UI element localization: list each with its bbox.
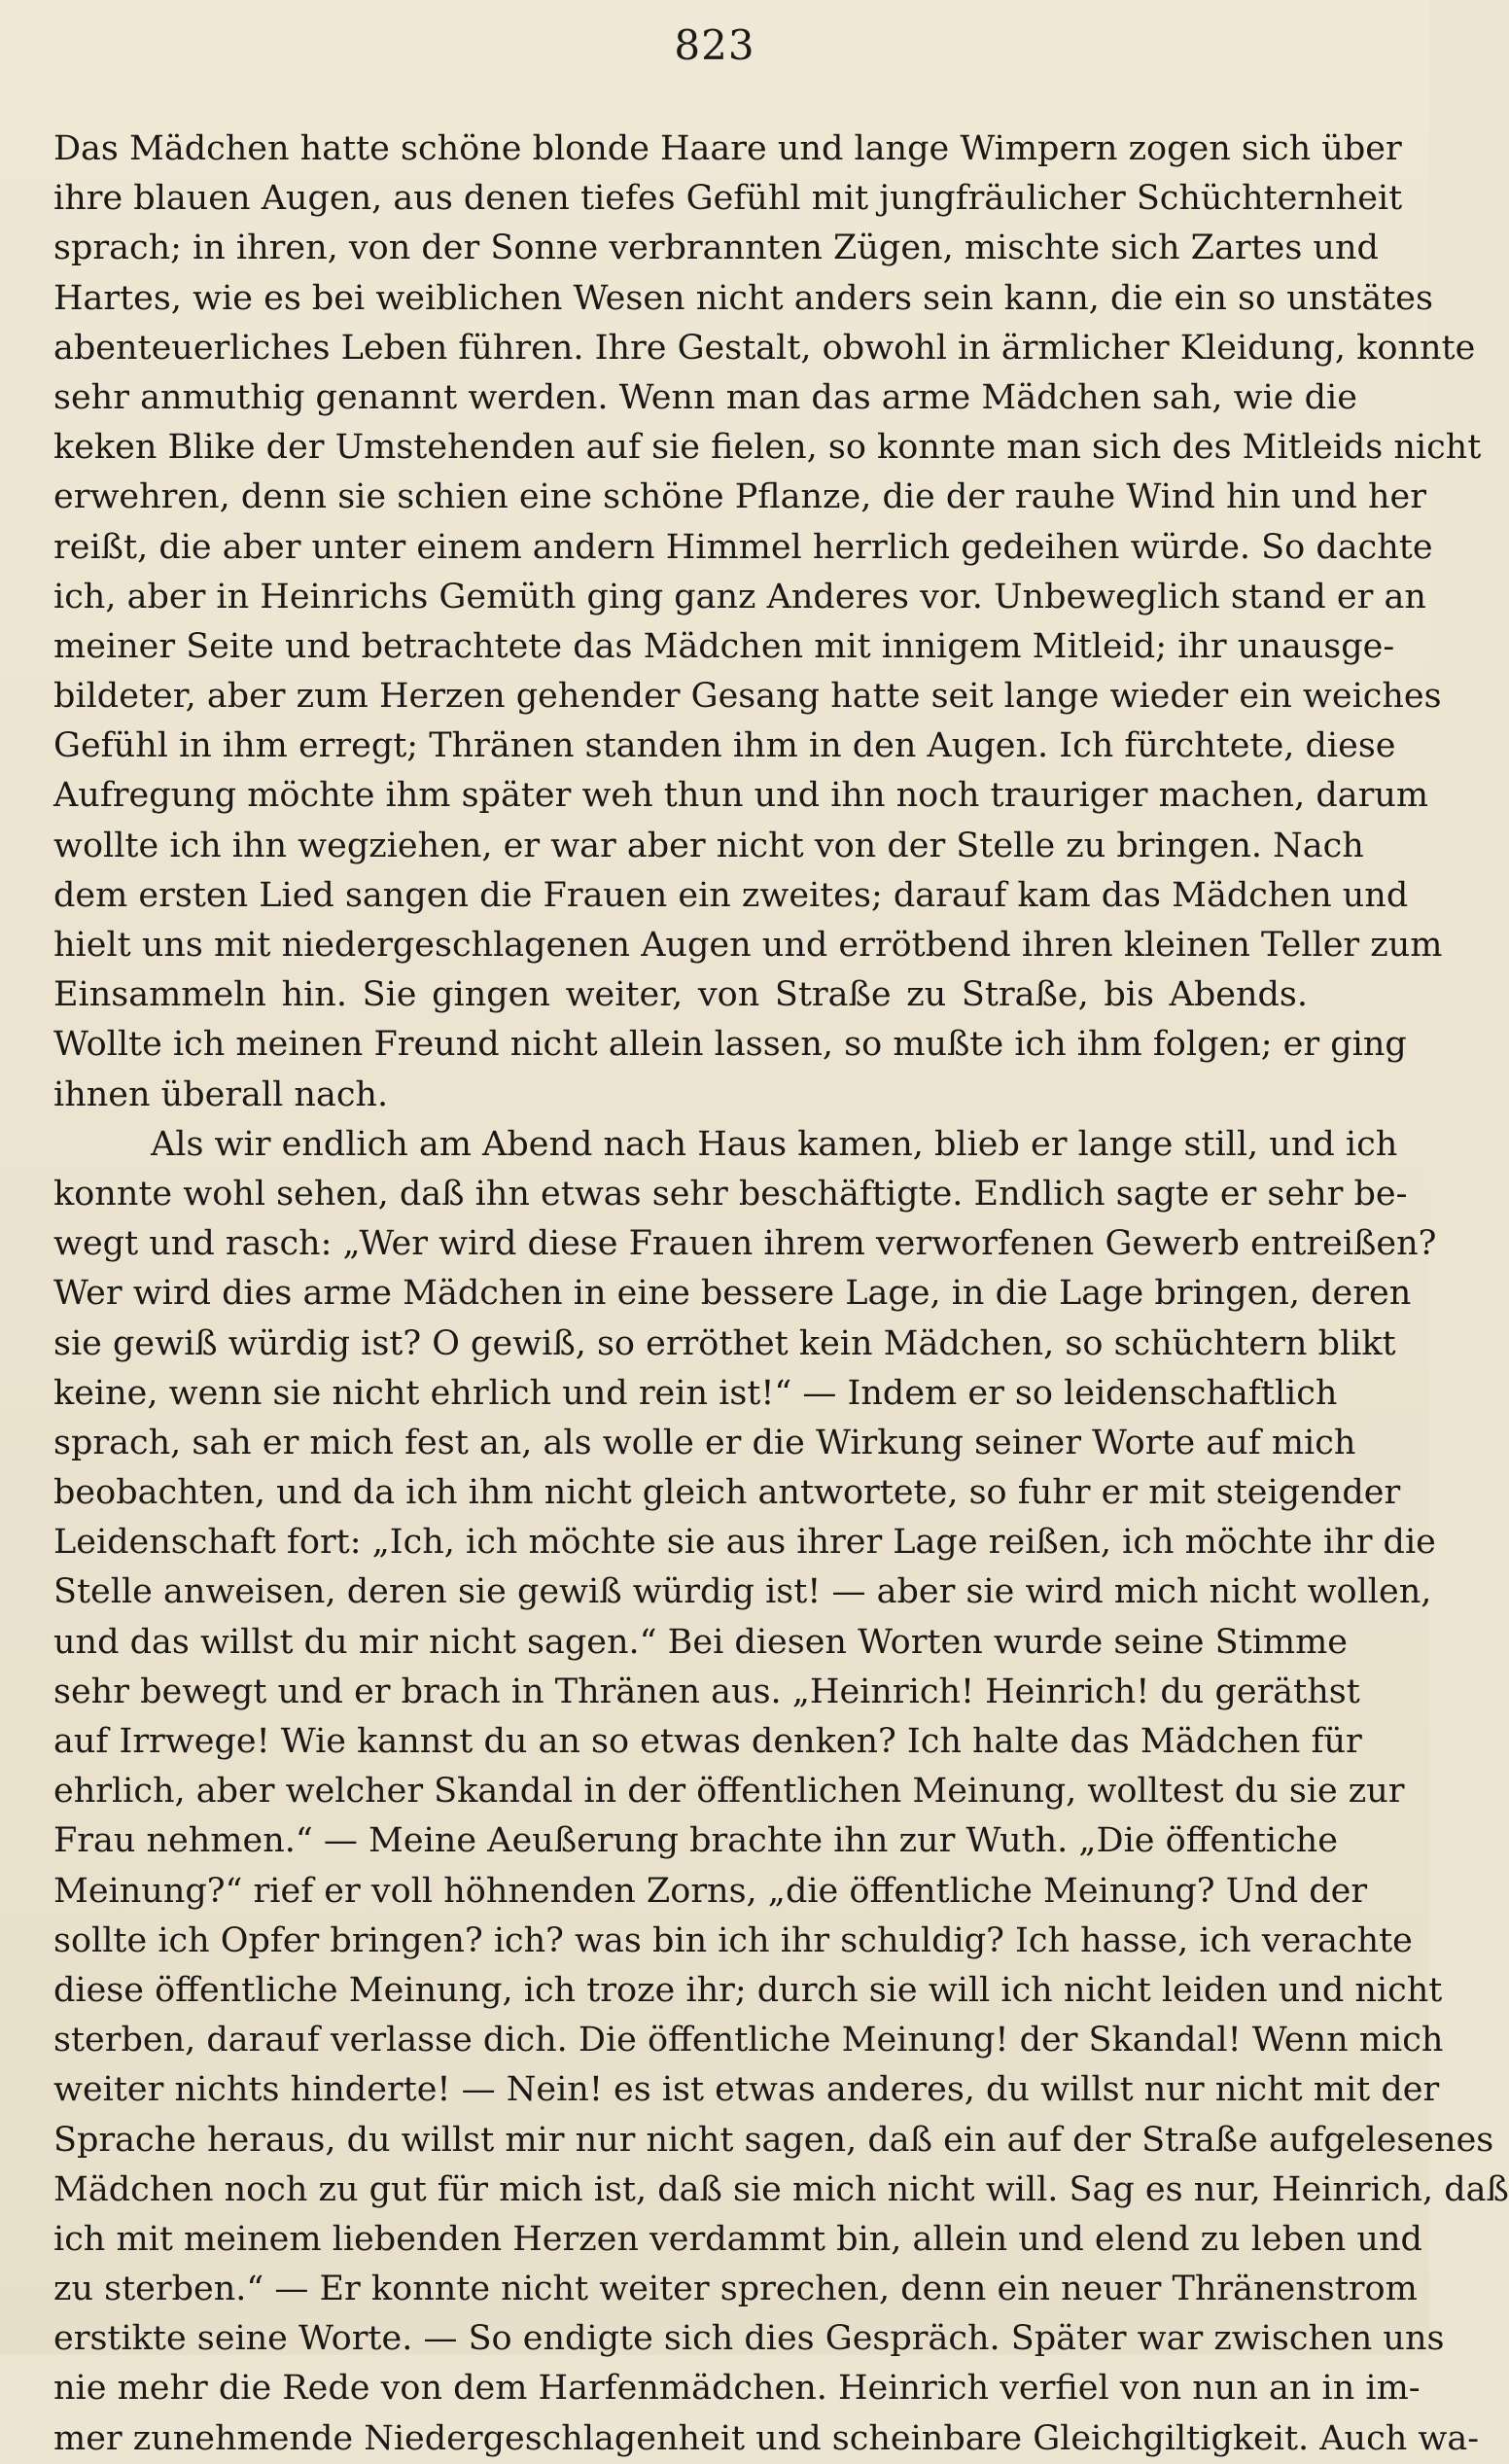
text-line: ich mit meinem liebenden Herzen verdammt bin, allein und elend zu leben und <box>53 2219 1422 2259</box>
text-line: ich, aber in Heinrichs Gemüth ging ganz Anderes vor. Unbeweglich stand er an <box>53 577 1426 616</box>
text-line: sollte ich Opfer bringen? ich? was bin ich ihr schuldig? Ich hasse, ich verachte <box>53 1920 1413 1960</box>
text-line: zu sterben.“ — Er konnte nicht weiter sprechen, denn ein neuer Thränenstrom <box>53 2270 1418 2309</box>
text-line: Wer wird dies arme Mädchen in eine bessere Lage, in die Lage bringen, deren <box>53 1274 1412 1314</box>
text-line: sehr anmuthig genannt werden. Wenn man das arme Mädchen sah, wie die <box>53 377 1357 417</box>
text-line: erwehren, denn sie schien eine schöne Pflanze, die der rauhe Wind hin und her <box>53 477 1426 517</box>
body-text <box>53 124 1509 2464</box>
text-line: beobachten, und da ich ihm nicht gleich antwortete, so fuhr er mit steigender <box>53 1473 1401 1513</box>
paragraph-start-line: Als wir endlich am Abend nach Haus kamen, blieb er lange still, und ich <box>151 1124 1398 1164</box>
text-line: Stelle anweisen, deren sie gewiß würdig ist! — aber sie wird mich nicht wollen, <box>53 1572 1432 1612</box>
text-line: weiter nichts hinderte! — Nein! es ist etwas anderes, du willst nur nicht mit der <box>53 2070 1440 2110</box>
text-line: ihre blauen Augen, aus denen tiefes Gefühl mit jungfräulicher Schüchternheit <box>53 179 1403 219</box>
text-line: Meinung?“ rief er voll höhnenden Zorns, „die öffentliche Meinung? Und der <box>53 1871 1368 1911</box>
text-line: sie gewiß würdig ist? O gewiß, so erröthet kein Mädchen, so schüchtern blikt <box>53 1323 1396 1363</box>
text-line: Einsammeln hin. Sie gingen weiter, von Straße zu Straße, bis Abends. <box>53 975 1308 1015</box>
text-line: keken Blike der Umstehenden auf sie fielen, so konnte man sich des Mitleids nicht <box>53 428 1482 468</box>
text-line: Mädchen noch zu gut für mich ist, daß sie mich nicht will. Sag es nur, Heinrich, daß <box>53 2169 1509 2209</box>
text-line: erstikte seine Worte. — So endigte sich dies Gespräch. Später war zwischen uns <box>53 2319 1445 2359</box>
text-line: Frau nehmen.“ — Meine Aeußerung brachte ihn zur Wuth. „Die öffentiche <box>53 1821 1338 1861</box>
text-line: und das willst du mir nicht sagen.“ Bei diesen Worten wurde seine Stimme <box>53 1622 1348 1662</box>
text-line: mer zunehmende Niedergeschlagenheit und scheinbare Gleichgiltigkeit. Auch wa- <box>53 2418 1480 2458</box>
text-line: wegt und rasch: „Wer wird diese Frauen ihrem verworfenen Gewerb entreißen? <box>53 1224 1437 1264</box>
text-line: wollte ich ihn wegziehen, er war aber nicht von der Stelle zu bringen. Nach <box>53 826 1364 865</box>
text-line: bildeter, aber zum Herzen gehender Gesang hatte seit lange wieder ein weiches <box>53 677 1442 717</box>
text-line: Das Mädchen hatte schöne blonde Haare und lange Wimpern zogen sich über <box>53 129 1402 168</box>
text-line: sprach; in ihren, von der Sonne verbrannten Zügen, mischte sich Zartes und <box>53 229 1379 268</box>
text-line: sehr bewegt und er brach in Thränen aus. „Heinrich! Heinrich! du geräthst <box>53 1672 1360 1711</box>
text-line: meiner Seite und betrachtete das Mädchen mit innigem Mitleid; ihr unausge- <box>53 626 1395 666</box>
text-line: dem ersten Lied sangen die Frauen ein zweites; darauf kam das Mädchen und <box>53 875 1409 915</box>
text-line: Wollte ich meinen Freund nicht allein lassen, so mußte ich ihm folgen; er ging <box>53 1025 1407 1065</box>
text-line: abenteuerliches Leben führen. Ihre Gestalt, obwohl in ärmlicher Kleidung, konnte <box>53 328 1476 368</box>
text-line: Sprache heraus, du willst mir nur nicht sagen, daß ein auf der Straße aufgelesenes <box>53 2120 1494 2160</box>
text-line: Leidenschaft fort: „Ich, ich möchte sie aus ihrer Lage reißen, ich möchte ihr die <box>53 1523 1436 1563</box>
text-line: hielt uns mit niedergeschlagenen Augen und errötbend ihren kleinen Teller zum <box>53 926 1443 965</box>
text-line: ehrlich, aber welcher Skandal in der öffentlichen Meinung, wolltest du sie zur <box>53 1772 1405 1812</box>
text-line: sprach, sah er mich fest an, als wolle er die Wirkung seiner Worte auf mich <box>53 1423 1356 1462</box>
paragraph-end-line: ihnen überall nach. <box>53 1074 389 1114</box>
text-line: sterben, darauf verlasse dich. Die öffentliche Meinung! der Skandal! Wenn mich <box>53 2021 1444 2060</box>
text-line: reißt, die aber unter einem andern Himmel herrlich gedeihen würde. So dachte <box>53 527 1433 567</box>
text-line: Gefühl in ihm erregt; Thränen standen ihm in den Augen. Ich fürchtete, diese <box>53 726 1396 766</box>
text-line: nie mehr die Rede von dem Harfenmädchen. Heinrich verfiel von nun an in im- <box>53 2369 1421 2409</box>
text-line: Hartes, wie es bei weiblichen Wesen nicht anders sein kann, die ein so unstätes <box>53 278 1433 318</box>
text-line: konnte wohl sehen, daß ihn etwas sehr beschäftigte. Endlich sagte er sehr be- <box>53 1174 1408 1214</box>
page-number: 823 <box>674 21 755 69</box>
text-line: Aufregung möchte ihm später weh thun und ihn noch trauriger machen, darum <box>53 776 1429 816</box>
text-line: diese öffentliche Meinung, ich troze ihr; durch sie will ich nicht leiden und nicht <box>53 1970 1443 2010</box>
text-line: auf Irrwege! Wie kannst du an so etwas denken? Ich halte das Mädchen für <box>53 1722 1362 1761</box>
text-line: keine, wenn sie nicht ehrlich und rein ist!“ — Indem er so leidenschaftlich <box>53 1373 1338 1413</box>
